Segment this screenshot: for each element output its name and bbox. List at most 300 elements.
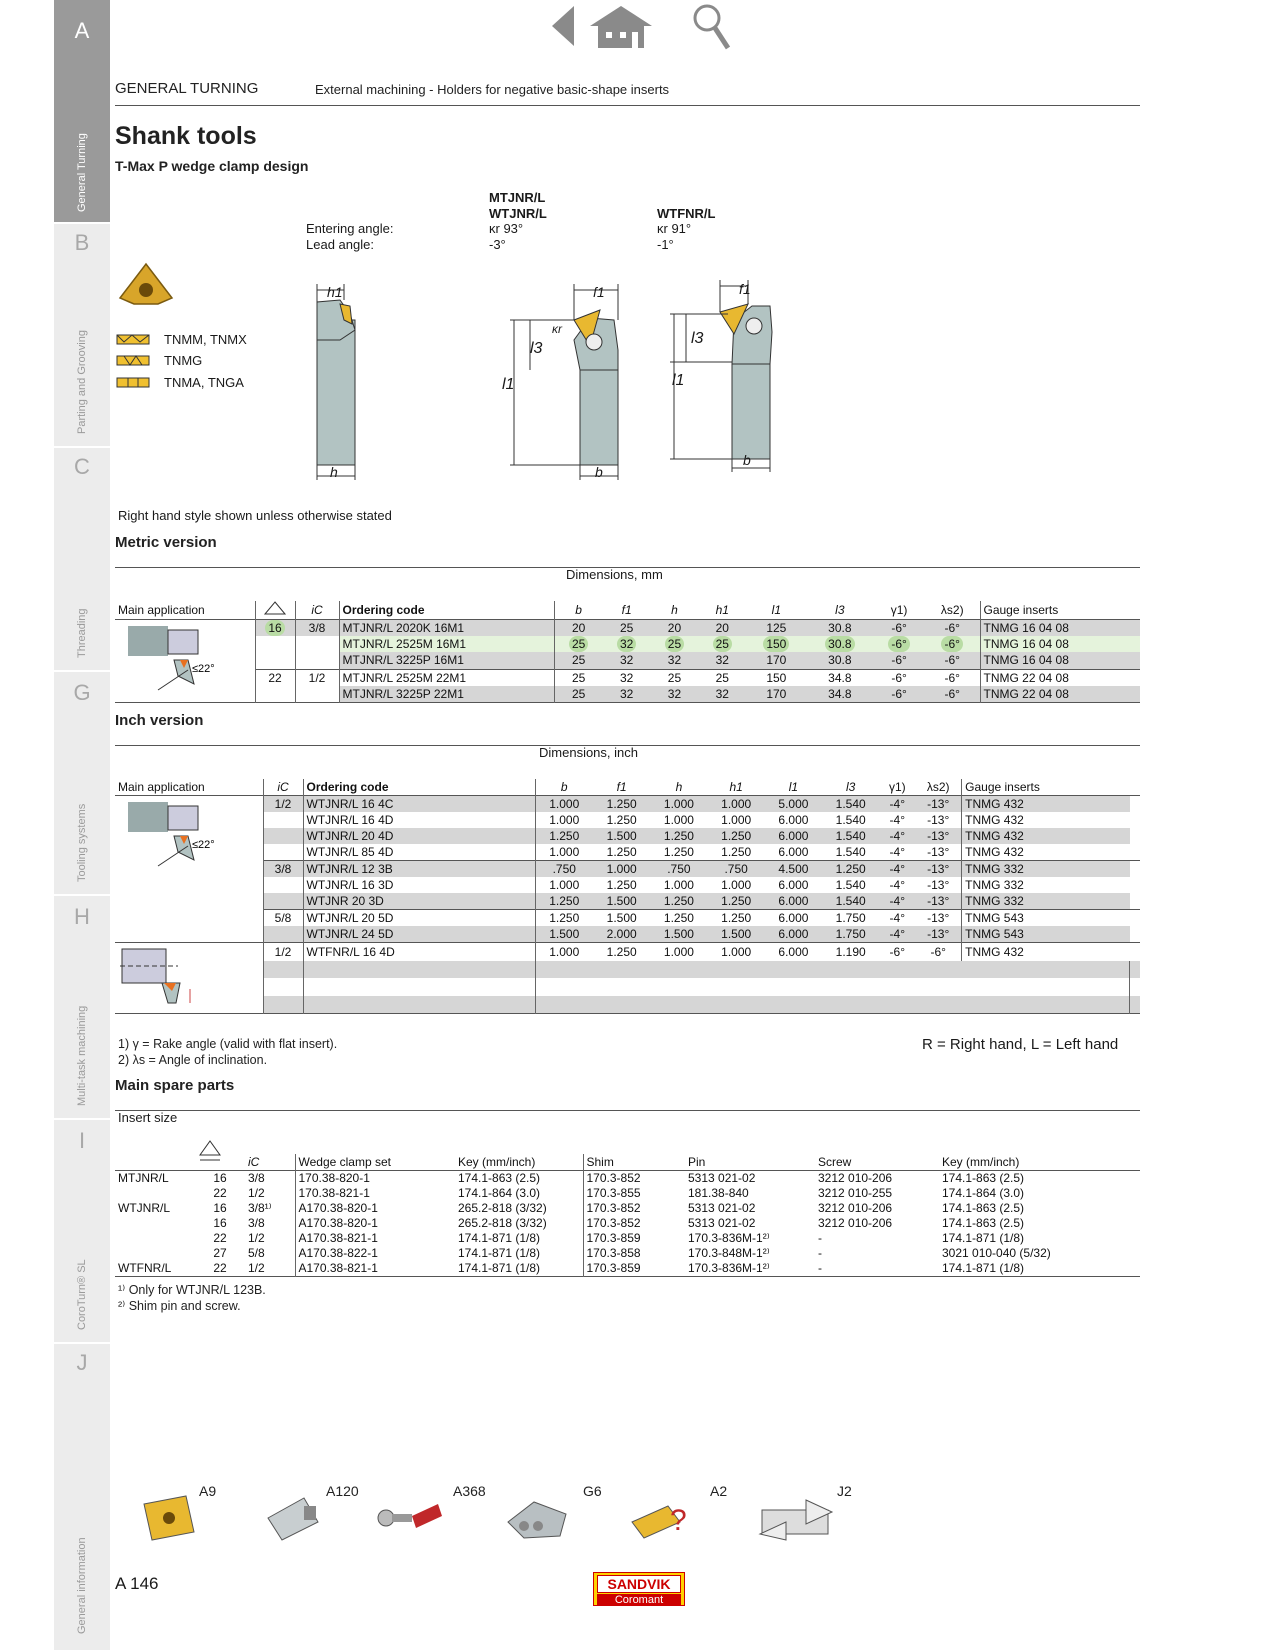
spare-pin: 170.3-848M-1²⁾: [688, 1246, 770, 1260]
cell: 34.8: [828, 670, 852, 685]
cell: 1.500: [593, 893, 650, 910]
spare-shim: 170.3-859: [583, 1231, 685, 1246]
cell: -4°: [879, 926, 915, 943]
ordering-code: WTJNR/L 16 4D: [303, 812, 535, 828]
spare-size: 22: [213, 1231, 227, 1245]
cell: 170: [766, 653, 787, 668]
tooling-system-thumbnail-link[interactable]: [504, 1492, 576, 1542]
application-image: [115, 943, 263, 1014]
cell: -6°: [891, 653, 907, 668]
gauge-insert: TNMG 432: [962, 812, 1130, 828]
cell: 1.000: [650, 796, 707, 813]
insert-type-label: TNMG: [164, 353, 203, 368]
insert-size-icon: [255, 601, 295, 620]
cell: -6°: [944, 670, 960, 685]
dim-label-l1: l1: [672, 372, 685, 389]
spare-size: 16: [213, 1216, 227, 1230]
spare-screw: 3212 010-206: [818, 1201, 893, 1215]
insert-image: [116, 262, 176, 306]
cell: 25: [713, 636, 732, 652]
gauge-insert: TNMG 432: [962, 796, 1130, 813]
spare-parts-thumbnail-link[interactable]: [372, 1492, 444, 1542]
cell: 4.500: [765, 861, 822, 878]
cell: -4°: [889, 845, 906, 859]
spare-screw: -: [818, 1231, 822, 1245]
col-header: h1: [729, 780, 743, 794]
cell: 32: [667, 653, 682, 668]
cell: 20: [667, 621, 682, 636]
ordering-code: WTFNR/L 16 4D: [303, 943, 535, 961]
sandvik-logo: [593, 1572, 685, 1606]
inch-dimensions-label: Dimensions, inch: [539, 745, 638, 760]
spare-wedge: A170.38-821-1: [295, 1231, 455, 1246]
spare-wedge: A170.38-820-1: [295, 1201, 455, 1216]
cell: 1.250: [606, 944, 637, 959]
table-row[interactable]: [115, 828, 1140, 844]
ic-cell: [263, 893, 303, 910]
table-row-empty: [115, 961, 1140, 979]
cell: 5.000: [765, 796, 822, 813]
ordering-code: MTJNR/L 2525M 22M1: [339, 669, 554, 686]
cell: 25: [715, 670, 729, 685]
cell: 1.000: [721, 813, 752, 827]
gauge-insert: TNMG 16 04 08: [980, 652, 1140, 669]
col-header: Ordering code: [339, 601, 554, 620]
sidebar-label: Threading: [76, 608, 88, 658]
col-header: γ1): [888, 780, 906, 794]
gauge-insert: TNMG 22 04 08: [980, 686, 1140, 703]
col-header: b: [554, 601, 603, 620]
cell: .750: [708, 861, 765, 878]
cell: -13°: [927, 878, 950, 892]
sidebar-letter: I: [78, 1128, 86, 1153]
spare-wedge: 170.38-820-1: [295, 1171, 455, 1187]
insert-type-icon: [116, 375, 150, 389]
spare-ic: 3/8: [248, 1171, 265, 1185]
cell: 1.000: [535, 796, 593, 813]
page-number: A 146: [115, 1574, 159, 1593]
sidebar-label: General information: [76, 1537, 88, 1634]
table-row[interactable]: [115, 910, 1140, 927]
ic-cell: 1/2: [295, 669, 339, 686]
page-ref-link[interactable]: J2: [837, 1483, 852, 1499]
hand-legend: R = Right hand, L = Left hand: [922, 1036, 1119, 1053]
col-header: Wedge clamp set: [295, 1154, 455, 1171]
cell: 1.000: [535, 877, 593, 893]
cell: 1.250: [708, 893, 765, 910]
cell: 20: [554, 620, 603, 637]
col-header: f1: [616, 780, 627, 794]
general-info-thumbnail-link[interactable]: [756, 1492, 836, 1542]
sidebar-label: Parting and Grooving: [76, 330, 88, 434]
ordering-code: WTJNR 20 3D: [303, 893, 535, 910]
col-header: Key (mm/inch): [458, 1155, 536, 1169]
table-row[interactable]: [115, 1201, 1140, 1216]
application-image: [115, 620, 255, 703]
spare-wedge: A170.38-822-1: [295, 1246, 455, 1261]
col-header: l3: [845, 780, 856, 794]
ordering-code: WTJNR/L 20 5D: [303, 910, 535, 927]
cell: 1.000: [708, 796, 765, 813]
insert-type-icon: [116, 332, 150, 346]
sidebar-tab-h[interactable]: [54, 896, 110, 1118]
application-image: [115, 796, 263, 943]
cell: -13°: [927, 845, 950, 859]
cell: 1.750: [835, 911, 866, 925]
cell: 25: [665, 636, 684, 652]
table-row[interactable]: [115, 844, 1140, 861]
col-header: Ordering code: [303, 779, 535, 796]
gauge-insert: TNMG 16 04 08: [980, 636, 1140, 652]
spare-size: 16: [213, 1171, 227, 1185]
sidebar-tab-g[interactable]: [54, 672, 110, 894]
cell: 6.000: [765, 828, 822, 844]
cell: -13°: [915, 893, 961, 910]
table-row[interactable]: [115, 877, 1140, 893]
metric-section-title: Metric version: [115, 534, 217, 551]
cell: 1.250: [663, 911, 694, 925]
gauge-insert: TNMG 16 04 08: [980, 620, 1140, 637]
col-header: iC: [295, 601, 339, 620]
cell: 25: [554, 652, 603, 669]
col-header: l1: [788, 780, 799, 794]
cell: 6.000: [778, 813, 809, 827]
cell: 30.8: [825, 636, 854, 652]
cell: 6.000: [765, 926, 822, 943]
insert-size: 22: [255, 669, 295, 686]
table-row[interactable]: [115, 620, 1140, 637]
spare-key1: 174.1-871 (1/8): [458, 1231, 541, 1245]
spare-shim: 170.3-855: [583, 1186, 685, 1201]
cell: 125: [766, 621, 787, 636]
gauge-insert: TNMG 432: [962, 943, 1130, 961]
right-hand-note: Right hand style shown unless otherwise stated: [118, 508, 392, 523]
sidebar-letter: B: [74, 230, 90, 255]
cell: 1.540: [835, 813, 866, 827]
col-header: iC: [248, 1155, 260, 1169]
table-row[interactable]: [115, 893, 1140, 910]
cell: 1.250: [721, 911, 752, 925]
cell: 1.000: [663, 878, 694, 892]
ordering-code: WTJNR/L 85 4D: [303, 844, 535, 861]
ic-cell: [263, 828, 303, 844]
table-row[interactable]: [115, 943, 1140, 961]
ordering-code: WTJNR/L 16 4C: [303, 796, 535, 813]
cell: -6°: [891, 621, 907, 636]
tool-holder-thumbnail-link[interactable]: [264, 1492, 322, 1542]
sidebar-tab-i[interactable]: [54, 1120, 110, 1342]
sidebar-tab-c[interactable]: [54, 448, 110, 670]
cell: -13°: [927, 911, 950, 925]
spare-screw: -: [818, 1261, 822, 1275]
spare-wedge: A170.38-821-1: [295, 1261, 455, 1277]
spare-shim: 170.3-859: [583, 1261, 685, 1277]
cell: 25: [667, 670, 682, 685]
cell: 1.000: [663, 813, 694, 827]
spare-ic: 1/2: [248, 1261, 265, 1275]
search-icon[interactable]: [692, 2, 732, 52]
spare-size: 27: [213, 1246, 227, 1260]
spare-key1: 174.1-863 (2.5): [458, 1171, 541, 1185]
gauge-insert: TNMG 543: [962, 910, 1130, 927]
cell: 1.000: [721, 878, 752, 892]
table-row[interactable]: [115, 1186, 1140, 1201]
col-header: h1: [715, 603, 729, 617]
cell: -4°: [879, 893, 915, 910]
back-arrow-icon[interactable]: [548, 2, 576, 50]
cell: -4°: [889, 813, 906, 827]
insert-thumbnail-link[interactable]: [140, 1492, 198, 1542]
cell: -6°: [891, 670, 907, 685]
cell: 6.000: [778, 944, 809, 959]
dim-label-f1: f1: [739, 281, 751, 297]
home-icon[interactable]: [588, 2, 654, 50]
ordering-code: WTJNR/L 24 5D: [303, 926, 535, 943]
dim-label-b: b: [595, 464, 603, 480]
spare-key2: 174.1-863 (2.5): [942, 1201, 1025, 1215]
table-row[interactable]: [115, 669, 1140, 686]
table-row[interactable]: [115, 926, 1140, 943]
cell: 32: [619, 653, 634, 668]
table-row-highlighted[interactable]: [115, 636, 1140, 652]
table-row[interactable]: [115, 796, 1140, 813]
cell: 20: [715, 621, 729, 636]
cell: -4°: [879, 796, 915, 813]
col-header: Pin: [688, 1155, 706, 1169]
table-row[interactable]: [115, 652, 1140, 669]
cell: 6.000: [778, 845, 809, 859]
gauge-insert: TNMG 332: [962, 877, 1130, 893]
cell: 170: [766, 686, 787, 701]
spare-tool: [115, 1246, 195, 1261]
dim-label-l1: l1: [502, 376, 515, 393]
spare-pin: 5313 021-02: [688, 1171, 756, 1185]
ic-cell: 3/8: [263, 861, 303, 878]
spare-size: 16: [213, 1201, 227, 1215]
ordering-code: MTJNR/L 3225P 16M1: [339, 652, 554, 669]
dim-label-kr: κr: [552, 322, 562, 336]
spare-screw: 3212 010-255: [818, 1186, 893, 1200]
cell: 1.540: [822, 893, 879, 910]
cell: -13°: [915, 926, 961, 943]
ic-cell: 5/8: [263, 910, 303, 927]
page-subtitle: T-Max P wedge clamp design: [115, 158, 309, 174]
table-row[interactable]: [115, 1231, 1140, 1246]
ic-cell: [263, 844, 303, 861]
entering-angle-label: Entering angle:: [306, 221, 394, 236]
spare-key2: 174.1-863 (2.5): [942, 1216, 1025, 1230]
cell: 1.540: [822, 828, 879, 844]
sidebar-tab-j[interactable]: [54, 1344, 110, 1650]
cell: 1.250: [708, 828, 765, 844]
table-row[interactable]: [115, 1171, 1140, 1187]
gauge-insert: TNMG 332: [962, 893, 1130, 910]
col-header: b: [535, 779, 593, 796]
spare-ic: 5/8: [248, 1246, 265, 1260]
spares-section-title: Main spare parts: [115, 1077, 235, 1094]
ordering-code: MTJNR/L 2525M 16M1: [339, 636, 554, 652]
spare-key1: 174.1-871 (1/8): [458, 1261, 541, 1275]
sidebar-tab-b[interactable]: [54, 224, 110, 446]
cell: 1.500: [650, 926, 707, 943]
cell: 30.8: [828, 621, 852, 636]
cell: 6.000: [778, 878, 809, 892]
cell: 1.500: [593, 828, 650, 844]
spare-tool: [115, 1231, 195, 1246]
cell: 32: [667, 686, 682, 701]
sidebar-label: Multi-task machining: [76, 1005, 88, 1106]
cell: 30.8: [828, 653, 852, 668]
cell: 1.250: [721, 845, 752, 859]
footnote-lambda: 2) λs = Angle of inclination.: [118, 1053, 268, 1067]
col-header: h: [675, 780, 683, 794]
inch-section-title: Inch version: [115, 712, 204, 729]
insert-type-icon: [116, 353, 150, 367]
cell: -4°: [889, 878, 906, 892]
page-ref-link[interactable]: A2: [710, 1483, 728, 1499]
spare-wedge: A170.38-820-1: [295, 1216, 455, 1231]
cell: 1.000: [535, 812, 593, 828]
spare-key1: 174.1-864 (3.0): [458, 1186, 541, 1200]
spare-shim: 170.3-852: [583, 1201, 685, 1216]
insert-size-label: Insert size: [118, 1110, 178, 1125]
spare-ic: 3/8¹⁾: [248, 1201, 272, 1215]
cell: 1.500: [606, 911, 637, 925]
dim-label-h: h: [330, 464, 338, 480]
page-title: Shank tools: [115, 122, 257, 150]
cell: 32: [619, 686, 634, 701]
col-header: l1: [771, 603, 781, 617]
table-row[interactable]: [115, 812, 1140, 828]
col-header: Shim: [583, 1154, 685, 1171]
spare-key2: 174.1-871 (1/8): [942, 1261, 1025, 1275]
cell: .750: [650, 861, 707, 878]
sidebar-letter: A: [74, 18, 90, 43]
page-ref-link[interactable]: A120: [326, 1483, 359, 1499]
page-header: [115, 78, 1140, 106]
spare-pin: 181.38-840: [688, 1186, 749, 1200]
gauge-insert: TNMG 22 04 08: [980, 669, 1140, 686]
lead-angle-value: -3°: [489, 237, 506, 252]
page-ref-link[interactable]: A9: [199, 1483, 217, 1499]
cell: -4°: [879, 861, 915, 878]
table-row[interactable]: [115, 1246, 1140, 1261]
cell: 1.250: [606, 813, 637, 827]
spare-tool: [115, 1216, 195, 1231]
dim-label-b: b: [743, 452, 751, 468]
cell: -6°: [941, 636, 962, 652]
cell: 1.000: [663, 944, 694, 959]
insert-type-label: TNMA, TNGA: [164, 375, 244, 390]
cell: 1.250: [535, 828, 593, 844]
spare-pin: 170.3-836M-1²⁾: [688, 1261, 770, 1275]
cell: -4°: [879, 828, 915, 844]
cell: -6°: [930, 944, 946, 959]
section-subtitle: External machining - Holders for negative basic-shape inserts: [315, 82, 670, 97]
spare-size: 22: [213, 1186, 227, 1200]
spare-screw: 3212 010-206: [818, 1216, 893, 1230]
table-row[interactable]: [115, 1261, 1140, 1277]
section-title: GENERAL TURNING: [115, 80, 259, 97]
col-header: h: [671, 603, 678, 617]
cell: 1.190: [835, 944, 866, 959]
col-header: Key (mm/inch): [942, 1155, 1020, 1169]
table-row[interactable]: [115, 1216, 1140, 1231]
cell: 6.000: [765, 893, 822, 910]
ic-cell: 3/8: [295, 620, 339, 637]
footnote-gamma: 1) γ = Rake angle (valid with flat insert).: [118, 1037, 338, 1051]
cell: 1.540: [835, 845, 866, 859]
sidebar-letter: G: [73, 680, 91, 705]
col-header: λs2): [926, 780, 950, 794]
gauge-insert: TNMG 543: [962, 926, 1130, 943]
cell: -13°: [927, 813, 950, 827]
help-thumbnail-link[interactable]: [628, 1492, 700, 1542]
cell: 25: [569, 636, 588, 652]
lead-angle-value: -1°: [657, 237, 674, 252]
spare-ic: 1/2: [248, 1231, 265, 1245]
col-header: Gauge inserts: [962, 779, 1130, 796]
cell: 6.000: [778, 911, 809, 925]
tool-name-wtjnr: WTJNR/L: [489, 206, 547, 221]
lead-angle-label: Lead angle:: [306, 237, 374, 252]
cell: 1.250: [606, 878, 637, 892]
table-row[interactable]: [115, 686, 1140, 703]
col-header: Gauge inserts: [980, 601, 1140, 620]
spare-shim: 170.3-852: [583, 1171, 685, 1187]
col-header: iC: [263, 779, 303, 796]
ic-cell: [263, 812, 303, 828]
cell: -6°: [888, 636, 909, 652]
col-header: Screw: [818, 1155, 852, 1169]
spare-tool: WTFNR/L: [118, 1261, 172, 1275]
ic-cell: [263, 926, 303, 943]
ordering-code: MTJNR/L 2020K 16M1: [339, 620, 554, 637]
col-header: λs2): [940, 603, 964, 617]
table-row[interactable]: [115, 861, 1140, 878]
section-sidebar: [54, 0, 110, 1650]
cell: 1.250: [822, 861, 879, 878]
ordering-code: WTJNR/L 16 3D: [303, 877, 535, 893]
col-header: l3: [835, 603, 845, 617]
spare-tool: MTJNR/L: [118, 1171, 169, 1185]
cell: 34.8: [828, 686, 852, 701]
spare-shim: 170.3-858: [583, 1246, 685, 1261]
ordering-code: WTJNR/L 20 4D: [303, 828, 535, 844]
spare-key2: 174.1-863 (2.5): [942, 1171, 1025, 1185]
cell: 150: [766, 670, 787, 685]
page-ref-link[interactable]: G6: [583, 1483, 602, 1499]
cell: 1.000: [535, 943, 593, 961]
sidebar-letter: C: [74, 454, 90, 479]
spare-screw: 3212 010-206: [818, 1171, 893, 1185]
ic-cell: 1/2: [263, 943, 303, 961]
page-ref-link[interactable]: A368: [453, 1483, 486, 1499]
ordering-code: WTJNR/L 12 3B: [303, 861, 535, 878]
spare-ic: 1/2: [248, 1186, 265, 1200]
cell: 1.750: [822, 926, 879, 943]
cell: 1.250: [650, 828, 707, 844]
sidebar-tab-a[interactable]: [54, 0, 110, 222]
cell: -13°: [915, 828, 961, 844]
table-row-empty: [115, 978, 1140, 996]
col-header: γ1): [890, 603, 908, 617]
spare-ic: 3/8: [248, 1216, 265, 1230]
cell: 25: [554, 686, 603, 703]
entering-angle-value: κr 93°: [489, 221, 524, 236]
spare-wedge: 170.38-821-1: [295, 1186, 455, 1201]
spare-parts-table: [115, 1154, 1140, 1277]
